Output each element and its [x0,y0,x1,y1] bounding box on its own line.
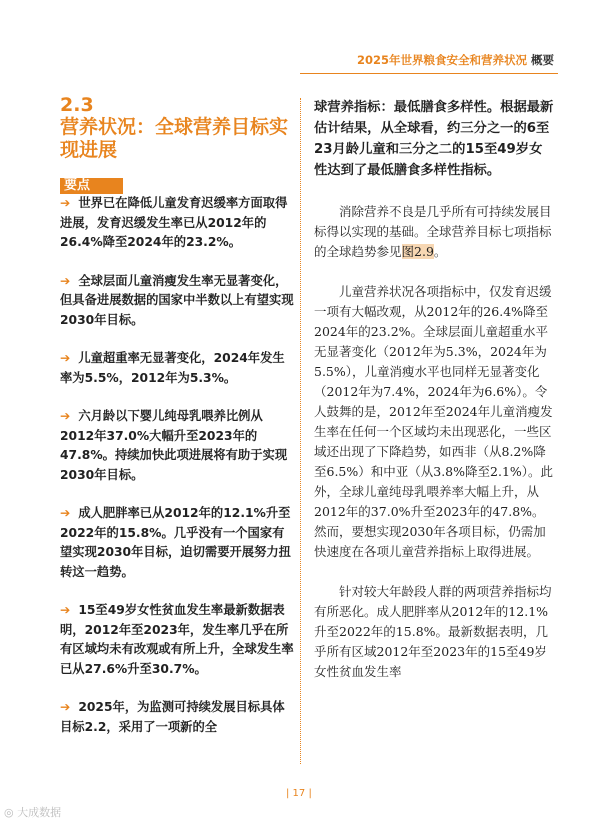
header-rule [300,73,558,74]
key-point: ➔ 六月龄以下婴儿纯母乳喂养比例从2012年37.0%大幅升至2023年的47.8%。持续加快此项进展将有助于实现2030年目标。 [60,409,288,482]
key-points-label: 要点 [60,178,123,194]
key-point: ➔ 2025年，为监测可持续发展目标具体目标2.2，采用了一项新的全 [60,700,285,734]
section-heading [60,94,296,162]
arrow-icon: ➔ [60,196,71,210]
paragraph: 消除营养不良是几乎所有可持续发展目标得以实现的基础。全球营养目标七项指标的全球趋势参见图2.9。 [314,204,552,259]
running-header [357,52,554,68]
section-title: 营养状况：全球营养目标实现进展 [60,116,289,161]
figure-reference-link[interactable]: 图2.9 [401,244,434,259]
column-divider [300,98,301,764]
key-point: ➔ 成人肥胖率已从2012年的12.1%升至2022年的15.8%。几乎没有一个国家有望实现2030年目标，迫切需要开展努力扭转这一趋势。 [60,506,291,579]
section-number: 2.3 [60,94,94,116]
page-number: | 17 | [286,788,312,799]
key-points-list [60,194,296,756]
key-point: ➔ 15至49岁女性贫血发生率最新数据表明，2012年至2023年，发生率几乎在所有区域均未有改观或有所上升，全球发生率已从27.6%升至30.7%。 [60,603,294,676]
key-point: ➔ 儿童超重率无显著变化，2024年发生率为5.5%，2012年为5.3%。 [60,351,285,385]
report-title: 2025年世界粮食安全和营养状况 [356,53,527,67]
key-point: ➔ 全球层面儿童消瘦发生率无显著变化，但具备进展数据的国家中半数以上有望实现2030年目标。 [60,273,294,327]
body-column [314,97,554,702]
paragraph: 针对较大年龄段人群的两项营养指标均有所恶化。成人肥胖率从2012年的12.1%升至2022年的15.8%。最新数据表明，几乎所有区域2012年至2023年的15至49岁女性贫血发生率 [314,584,552,679]
paragraph: 儿童营养状况各项指标中，仅发育迟缓一项有大幅改观，从2012年的26.4%降至2024年的23.2%。全球层面儿童超重水平无显著变化（2012年为5.3%，2024年为5.5%），儿童消瘦水平也同样无显著变化（2012年为7.4%，2024年为6.6%）。令人鼓舞的是，2012年至2024年儿童消瘦发生率在任何一个区域均未出现恶化，一些区域还出现了下降趋势，如西非（从8.2%降至6.5%）和中亚（从3.8%降至2.1%）。此外，全球儿童纯母乳喂养率大幅上升，从2012年的37.0%升至2023年的47.8%。然而，要想实现2030年各项目标，仍需加快速度在各项儿童营养指标上取得进展。 [314,284,554,559]
arrow-icon: ➔ [60,506,71,520]
arrow-icon: ➔ [60,409,71,423]
watermark: ◎ 大成数据 [4,806,62,819]
arrow-icon: ➔ [60,603,71,617]
arrow-icon: ➔ [60,273,71,288]
key-point: ➔ 世界已在降低儿童发育迟缓率方面取得进展，发育迟缓发生率已从2012年的26.4%降至2024年的23.2%。 [60,196,288,249]
key-point-continuation: 球营养指标：最低膳食多样性。根据最新估计结果，从全球看，约三分之一的6至23月龄儿童和三分之二的15至49岁女性达到了最低膳食多样性指标。 [314,100,554,178]
section-label: 概要 [531,53,554,67]
arrow-icon: ➔ [60,351,71,365]
arrow-icon: ➔ [60,700,71,714]
